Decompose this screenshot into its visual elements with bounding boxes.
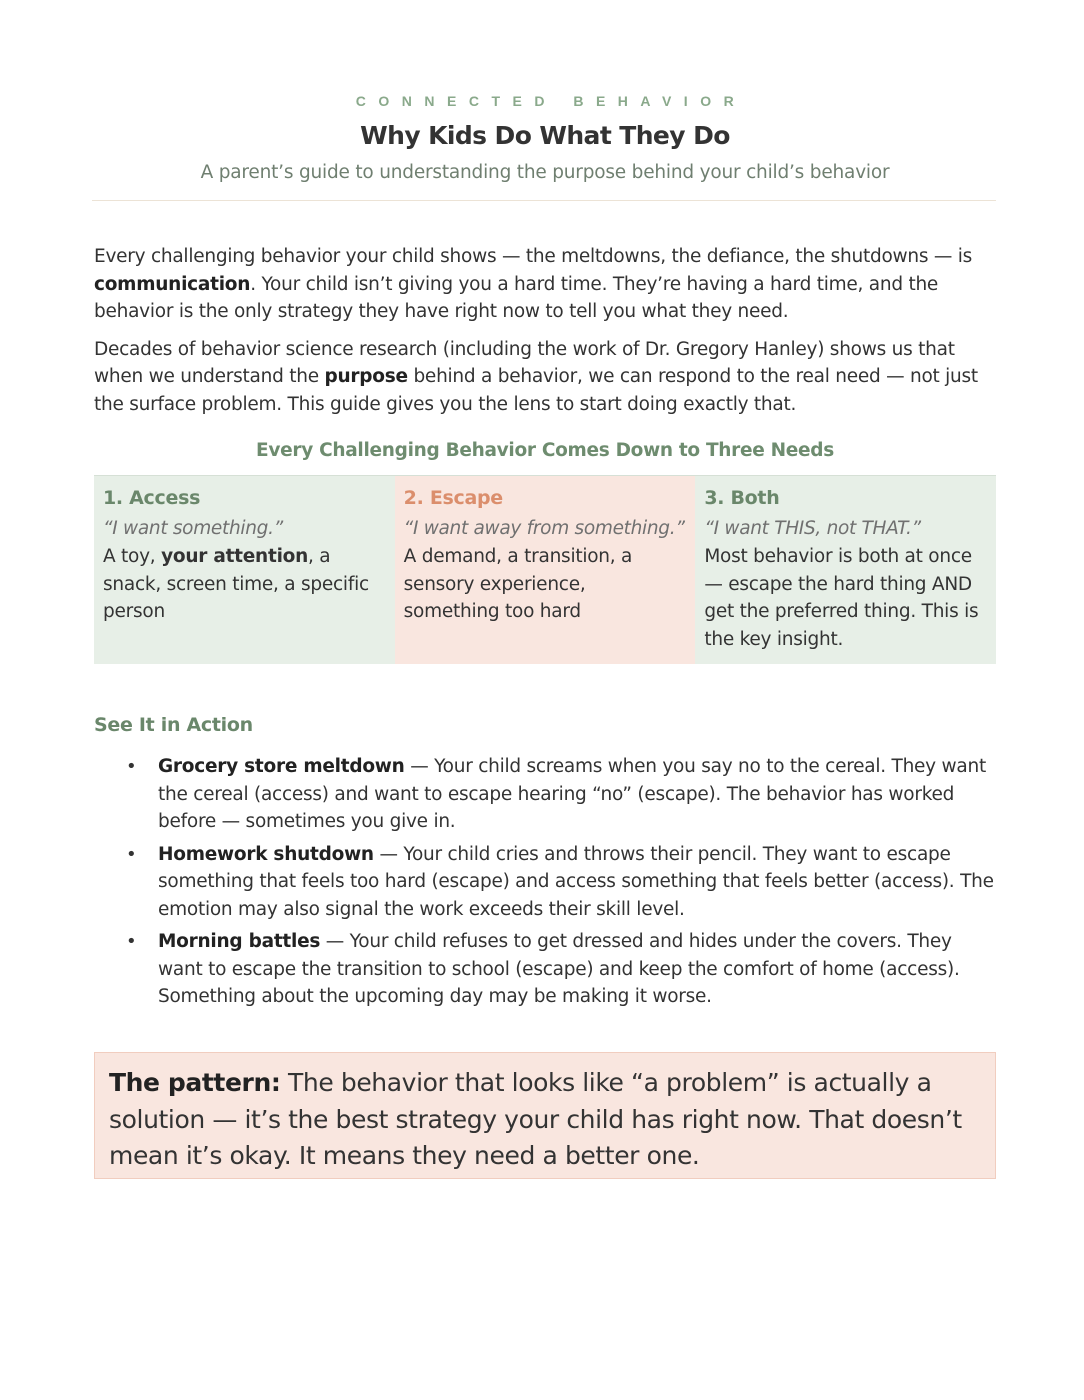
pattern-callout (94, 1052, 996, 1179)
list-item (94, 841, 996, 924)
need-card-access (94, 476, 395, 664)
intro-p1-emphasis: communication (94, 273, 251, 295)
intro-section (94, 243, 996, 428)
header-divider (92, 200, 996, 201)
intro-p2-text-rest: behind a behavior, we can respond to the real need — not just the surface problem. This guide gives you the lens to start doing exactly that. (94, 366, 978, 415)
need-card-escape (395, 476, 696, 664)
list-item-label: Morning battles (158, 931, 321, 952)
need-quote: “I want something.” (103, 518, 283, 539)
need-description: A demand, a transition, a sensory experience, something too hard (403, 546, 633, 622)
list-item-text: — Your child screams when you say no to the cereal. They want the cereal (access) and want to escape hearing “no” (escape). The behavior has worked before — sometimes you give in. (158, 756, 986, 832)
intro-p1-text-rest: . Your child isn’t giving you a hard time. They’re having a hard time, and the behavior is the only strategy they have right now to tell you what they need. (94, 273, 939, 322)
needs-heading: Every Challenging Behavior Comes Down to Three Needs (256, 440, 834, 461)
intro-p1-text: Every challenging behavior your child shows — the meltdowns, the defiance, the shutdowns — is (94, 246, 973, 267)
bullet-icon: • (126, 843, 137, 865)
need-quote: “I want away from something.” (403, 518, 685, 539)
needs-table (94, 475, 996, 664)
callout-label: The pattern: (109, 1068, 281, 1097)
bullet-icon: • (126, 756, 137, 777)
action-list (94, 753, 996, 1016)
brand-label: CONNECTED BEHAVIOR (355, 93, 747, 109)
page-subtitle: A parent’s guide to understanding the purpose behind your child’s behavior (200, 162, 890, 183)
list-item (94, 753, 996, 836)
need-title: 1. Access (103, 487, 201, 509)
list-item-text: — Your child cries and throws their pencil. They want to escape something that feels too hard (escape) and access something that feels better (access). The emotion may also signal the work exceeds their skill level. (158, 843, 994, 920)
need-text-part: A toy, (103, 546, 162, 567)
action-heading: See It in Action (94, 714, 253, 736)
need-title: 2. Escape (403, 487, 503, 509)
need-text-part: , a snack, screen time, a specific person (103, 546, 369, 622)
page-title: Why Kids Do What They Do (360, 121, 730, 150)
need-quote: “I want THIS, not THAT.” (704, 518, 921, 539)
bullet-icon: • (126, 931, 137, 952)
need-title: 3. Both (704, 487, 780, 509)
intro-paragraph-2 (94, 336, 996, 419)
list-item-label: Homework shutdown (158, 843, 374, 865)
list-item-text: — Your child refuses to get dressed and hides under the covers. They want to escape the transition to school (escape) and keep the comfort of home (access). Something about the upcoming day may be making it worse. (158, 931, 960, 1007)
need-text-emphasis: your attention (161, 546, 309, 567)
intro-paragraph-1 (94, 243, 996, 326)
list-item (94, 928, 996, 1011)
intro-p2-text: Decades of behavior science research (including the work of Dr. Gregory Hanley) shows us that when we understand the (94, 338, 955, 387)
callout-text: The behavior that looks like “a problem” is actually a solution — it’s the best strategy your child has right now. That doesn’t mean it’s okay. It means they need a better one. (109, 1068, 962, 1170)
need-card-both (695, 476, 996, 664)
intro-p2-emphasis: purpose (324, 366, 408, 387)
list-item-label: Grocery store meltdown (158, 756, 405, 777)
need-description (103, 543, 386, 626)
need-description: Most behavior is both at once — escape the hard thing AND get the preferred thing. This is the key insight. (704, 546, 979, 650)
